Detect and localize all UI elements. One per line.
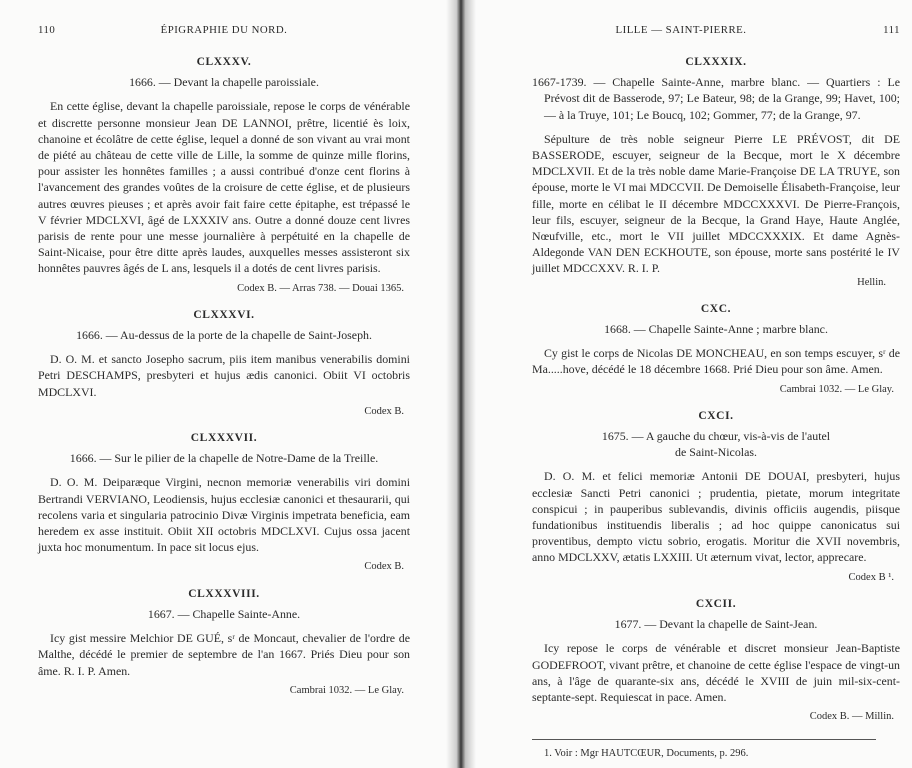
- entry-source: Codex B. — Arras 738. — Douai 1365.: [237, 282, 404, 294]
- entry-source: Cambrai 1032. — Le Glay.: [779, 383, 894, 395]
- entry-number: CXCI.: [698, 409, 734, 422]
- footnote: 1. Voir : Mgr HAUTCŒUR, Documents, p. 296.: [544, 748, 749, 760]
- entry-number: CLXXXVIII.: [188, 587, 260, 600]
- entry-text: Cy gist le corps de Nicolas DE MONCHEAU, en son temps escuyer, sʳ de Ma.....hove, décédé le 18 décembre 1668. Prié Dieu pour son âme. Amen.: [532, 346, 900, 377]
- entry-cxci: [532, 408, 900, 586]
- entry-location: 1677. — Devant la chapelle de Saint-Jean.: [614, 617, 818, 632]
- left-running-title: ÉPIGRAPHIE DU NORD.: [160, 24, 288, 36]
- entry-text: D. O. M. et sancto Josepho sacrum, piis item manibus venerabilis domini Petri DESCHAMPS, presbyteri et hujus ædis canonici. Obiit VI octobris MDCLXVI.: [38, 352, 410, 399]
- left-running-head: [38, 22, 410, 42]
- left-page: [38, 0, 410, 768]
- entry-location-line1: 1675. — A gauche du chœur, vis-à-vis de l'autel: [601, 429, 831, 444]
- entry-location: 1667-1739. — Chapelle Sainte-Anne, marbre blanc. — Quartiers : Le Prévost dit de Basserode, 97; Le Bateur, 98; de la Grange, 99; Havet, 100; — à la Truye, 101; Le Boucq, 102; Gommer, 77; de la Grange, 97.: [532, 75, 900, 122]
- right-running-title: LILLE — SAINT-PIERRE.: [615, 24, 747, 36]
- entry-source: Codex B.: [364, 405, 404, 417]
- entry-clxxxvii: [38, 430, 410, 576]
- entry-number: CLXXXV.: [196, 56, 252, 68]
- entry-source: Codex B. — Millin.: [809, 711, 894, 723]
- right-running-head: [532, 22, 900, 42]
- entry-number: CXC.: [700, 302, 732, 315]
- entry-location: 1666. — Devant la chapelle paroissiale.: [129, 75, 319, 90]
- entry-text: D. O. M. Deiparæque Virgini, necnon memoriæ venerabilis viri domini Bertrandi VERVIANO, Leodiensis, hujus ecclesiæ canonici et thesaurarii, qui recolens varia et singularia patrocinio Divæ Virginis impetrata beneficia, eam heredem ex asse instituit. Obiit XII octobris MDCLXVI. Cujus ossa jacent juxta hoc monumentum. In pace sit locus ejus.: [38, 475, 410, 555]
- entry-text: Icy gist messire Melchior DE GUÉ, sʳ de Moncaut, chevalier de l'ordre de Malthe, décédé le premier de septembre de l'an 1667. Priés Dieu pour son âme. R. I. P. Amen.: [38, 631, 410, 678]
- book-gutter-shadow: [446, 0, 476, 768]
- entry-source: Cambrai 1032. — Le Glay.: [289, 684, 404, 696]
- footnote-divider: [532, 739, 876, 740]
- entry-source: Codex B.: [364, 561, 404, 573]
- entry-location: 1666. — Sur le pilier de la chapelle de Notre-Dame de la Treille.: [69, 451, 379, 466]
- entry-text: D. O. M. et felici memoriæ Antonii DE DOUAI, presbyteri, hujus ecclesiæ Sancti Petri canonici ; prudentia, pietate, morum integritate conspicui ; in pauperibus sublevandis, divinis officiis augendis, piisque fundationibus instituendis liberalis ; ad hoc quippe canonicatus sui proventibus, dempto victu sobrio, erogatis. Moritur die XVII novembris, anno MDCLXXV, ætatis LXXIII. Ut æternum vivat, lector, apprecare.: [532, 469, 900, 565]
- entry-location: 1667. — Chapelle Sainte-Anne.: [147, 606, 301, 621]
- entry-location: 1666. — Au-dessus de la porte de la chapelle de Saint-Joseph.: [76, 328, 372, 343]
- entry-cxc: [532, 301, 900, 398]
- entry-text: Icy repose le corps de vénérable et discret monsieur Jean-Baptiste GODEFROOT, vivant prêtre, et chanoine de cette église l'espace de vingt-un ans, à l'âge de quarante-six ans, décédé le XVIII de juin mil-six-cent-septante-sept. Requiescat in pace. Amen.: [532, 641, 900, 704]
- right-page: [532, 0, 900, 768]
- entry-number: CLXXXIX.: [685, 56, 747, 68]
- entry-number: CLXXXVII.: [190, 432, 258, 445]
- entry-number: CLXXXVI.: [193, 308, 255, 321]
- left-page-number: 110: [38, 24, 56, 36]
- entry-clxxxix: [532, 54, 900, 291]
- entry-cxcii: [532, 596, 900, 725]
- entry-text: Sépulture de très noble seigneur Pierre LE PRÉVOST, dit DE BASSERODE, escuyer, seigneur de la Becque, mort le X décembre MDCLXVII. Et de la très noble dame Marie-Françoise DE LA TRUYE, son épouse, morte le VI mai MDCCVII. De Demoiselle Élisabeth-Françoise, leur fille, morte en célibat le II décembre MDCCXXXVI. De Pierre-François, leur fils, escuyer, seigneur de la Becque, la Grand Haye, Haute Anglée, Nœufville, etc., mort le VII juillet MDCCXXXIX. Et dame Agnès-Aldegonde VAN DEN ECKHOUTE, son épouse, morte sans postérité le IV juillet MDCCXXV. R. I. P.: [532, 131, 900, 276]
- entry-source: Codex B ¹.: [848, 571, 894, 583]
- right-page-number: 111: [883, 24, 900, 36]
- entry-clxxxvi: [38, 307, 410, 420]
- entry-signature: Hellin.: [857, 276, 886, 288]
- entry-location-line2: de Saint-Nicolas.: [675, 445, 757, 460]
- entry-clxxxv: [38, 54, 410, 297]
- entry-location: 1668. — Chapelle Sainte-Anne ; marbre blanc.: [604, 322, 828, 337]
- entry-number: CXCII.: [695, 597, 737, 610]
- entry-clxxxviii: [38, 586, 410, 699]
- entry-text: En cette église, devant la chapelle paroissiale, repose le corps de vénérable et discrette personne monsieur Jean DE LANNOI, prêtre, licentié ès loix, chanoine et écolâtre de cette église, lequel a donné de son vivant au vrai mont de piété au château de cette ville de Lille, la somme de quinze mille florins, pour assister les honnêtes familles ; a aussi contribué d'onze cent florins à l'avancement des grandes voûtes de la croisure de cette église, et de plusieurs autres œuvres pieuses ; et après avoir fait faire cette épitaphe, est trépassé le V février MDCLXVI, âgé de LXXXIV ans. Outre a donné douze cent livres parisis de rente pour une messe journalière à perpétuité en la chapelle de Saint-Nicaise, pour être ditte après laudes, auxquelles messes assisteront six honnêtes pauvres âgés de L ans, lesquels il a dotés de cent livres parisis.: [38, 99, 410, 276]
